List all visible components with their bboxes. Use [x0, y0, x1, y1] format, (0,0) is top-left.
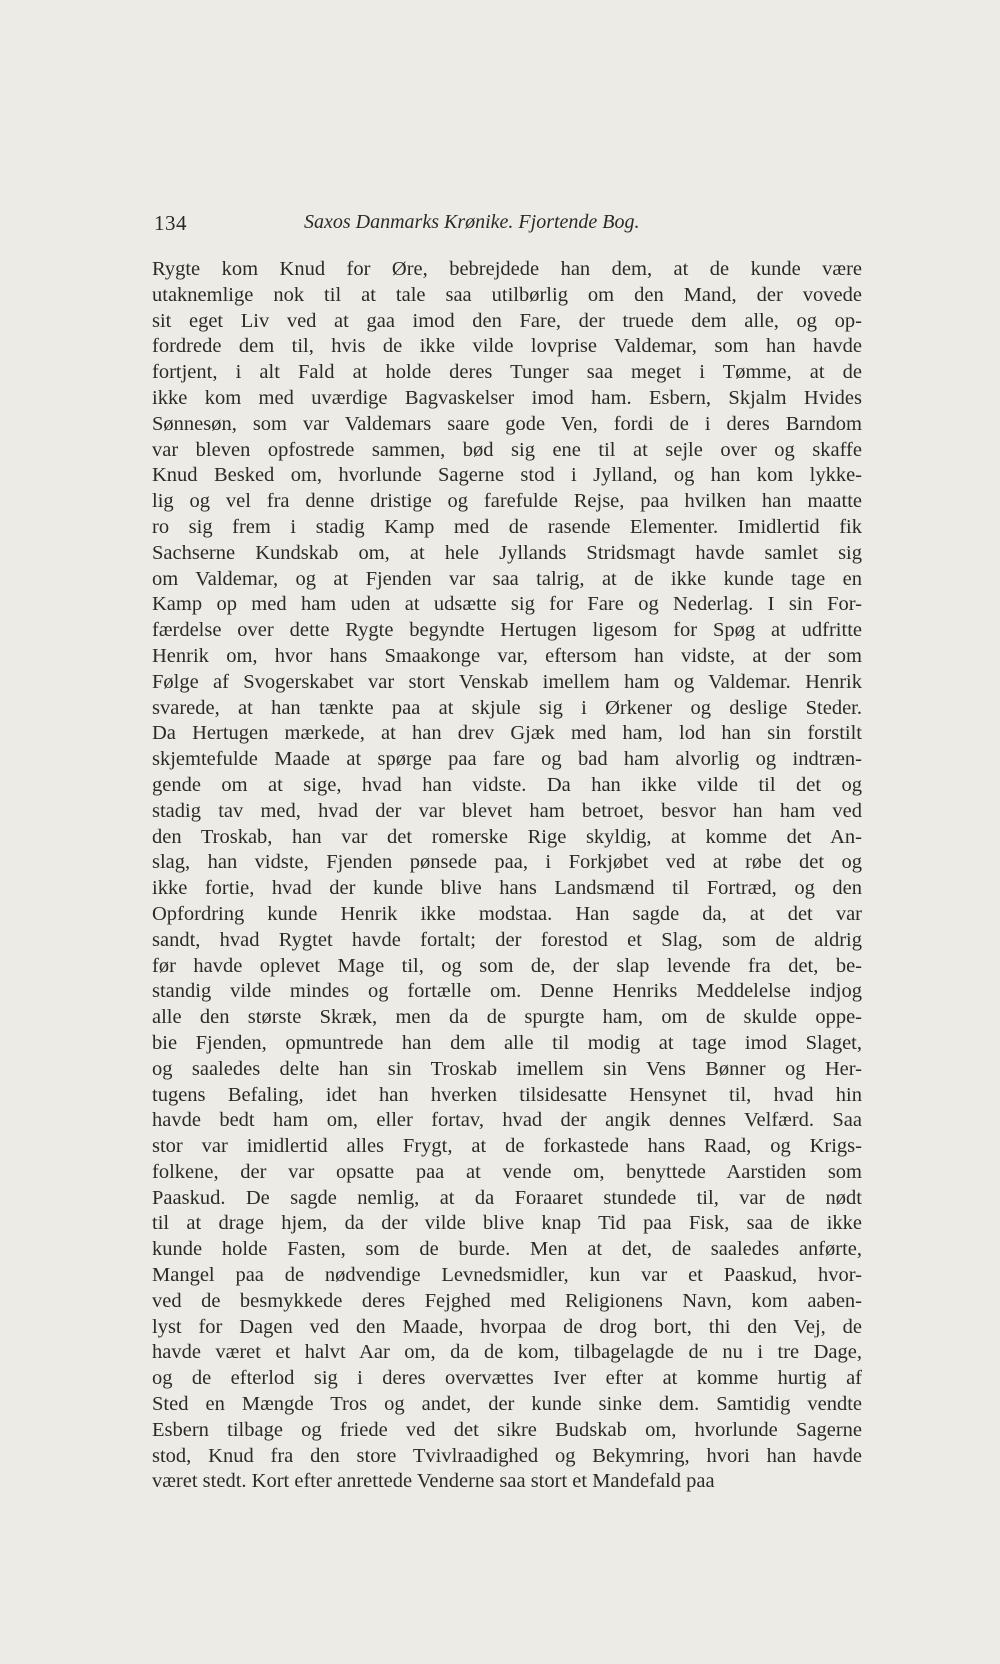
text-line: gende om at sige, hvad han vidste. Da han ikke vilde til det og: [152, 773, 862, 796]
text-line: Knud Besked om, hvorlunde Sagerne stod i Jylland, og han kom lykke-: [152, 464, 862, 487]
running-head: Saxos Danmarks Krønike. Fjortende Bog.: [304, 211, 640, 233]
text-line: og saaledes delte han sin Troskab imellem sin Vens Bønner og Her-: [152, 1057, 862, 1080]
text-line: færdelse over dette Rygte begyndte Hertugen ligesom for Spøg at udfritte: [152, 619, 862, 642]
text-line: bie Fjenden, opmuntrede han dem alle til modig at tage imod Slaget,: [152, 1031, 862, 1054]
text-line: fordrede dem til, hvis de ikke vilde lovprise Valdemar, som han havde: [152, 335, 862, 358]
text-line: standig vilde mindes og fortælle om. Denne Henriks Meddelelse indjog: [152, 980, 862, 1003]
text-line: lyst for Dagen ved den Maade, hvorpaa de drog bort, thi den Vej, de: [152, 1315, 862, 1338]
text-line: Sted en Mængde Tros og andet, der kunde sinke dem. Samtidig vendte: [152, 1393, 862, 1416]
text-line: Mangel paa de nødvendige Levnedsmidler, kun var et Paaskud, hvor-: [152, 1264, 862, 1287]
page-header: [154, 211, 716, 235]
text-line: den Troskab, han var det romerske Rige skyldig, at komme det An-: [152, 825, 862, 848]
text-line: svarede, at han tænkte paa at skjule sig i Ørkener og deslige Steder.: [152, 696, 862, 719]
text-line: til at drage hjem, da der vilde blive knap Tid paa Fisk, saa de ikke: [152, 1212, 862, 1235]
text-line: før havde oplevet Mage til, og som de, der slap levende fra det, be-: [152, 954, 862, 977]
text-line: havde bedt ham om, eller fortav, hvad der angik dennes Velfærd. Saa: [152, 1109, 862, 1132]
text-line: ikke fortie, hvad der kunde blive hans Landsmænd til Fortræd, og den: [152, 877, 862, 900]
text-line: Kamp op med ham uden at udsætte sig for Fare og Nederlag. I sin For-: [152, 593, 862, 616]
text-line: tugens Befaling, idet han hverken tilsidesatte Hensynet til, hvad hin: [152, 1083, 862, 1106]
text-line: Rygte kom Knud for Øre, bebrejdede han dem, at de kunde være: [152, 258, 862, 280]
text-line: fortjent, i alt Fald at holde deres Tunger saa meget i Tømme, at de: [152, 361, 862, 384]
text-line: stod, Knud fra den store Tvivlraadighed og Bekymring, hvori han havde: [152, 1444, 862, 1467]
text-line: stadig tav med, hvad der var blevet ham betroet, besvor han ham ved: [152, 799, 862, 822]
text-line: Følge af Svogerskabet var stort Venskab imellem ham og Valdemar. Henrik: [152, 670, 862, 693]
text-line: havde været et halvt Aar om, da de kom, tilbagelagde de nu i tre Dage,: [152, 1341, 862, 1364]
text-line: stor var imidlertid alles Frygt, at de forkastede hans Raad, og Krigs-: [152, 1135, 862, 1158]
text-line: kunde holde Fasten, som de burde. Men at det, de saaledes anførte,: [152, 1238, 862, 1261]
text-line: utaknemlige nok til at tale saa utilbørlig om den Mand, der vovede: [152, 283, 862, 306]
text-line: Sachserne Kundskab om, at hele Jyllands Stridsmagt havde samlet sig: [152, 541, 862, 564]
text-line: alle den største Skræk, men da de spurgte ham, om de skulde oppe-: [152, 1006, 862, 1029]
text-line: og de efterlod sig i deres overvættes Iver efter at komme hurtig af: [152, 1367, 862, 1390]
text-line: Opfordring kunde Henrik ikke modstaa. Han sagde da, at det var: [152, 902, 862, 925]
text-line: ved de besmykkede deres Fejghed med Religionens Navn, kom aaben-: [152, 1289, 862, 1312]
text-line: var bleven opfostrede sammen, bød sig ene til at sejle over og skaffe: [152, 438, 862, 461]
text-line: Henrik om, hvor hans Smaakonge var, eftersom han vidste, at der som: [152, 644, 862, 667]
text-line: sit eget Liv ved at gaa imod den Fare, der truede dem alle, og op-: [152, 309, 862, 332]
text-line: sandt, hvad Rygtet havde fortalt; der forestod et Slag, som de aldrig: [152, 928, 862, 951]
text-line: været stedt. Kort efter anrettede Venderne saa stort et Mandefald paa: [152, 1470, 715, 1493]
text-line: Sønnesøn, som var Valdemars saare gode Ven, fordi de i deres Barndom: [152, 412, 862, 435]
text-line: Paaskud. De sagde nemlig, at da Foraaret stundede til, var de nødt: [152, 1186, 862, 1209]
text-line: Esbern tilbage og friede ved det sikre Budskab om, hvorlunde Sagerne: [152, 1418, 862, 1441]
text-line: skjemtefulde Maade at spørge paa fare og bad ham alvorlig og indtræn-: [152, 748, 862, 771]
text-line: slag, han vidste, Fjenden pønsede paa, i Forkjøbet ved at røbe det og: [152, 851, 862, 874]
text-line: om Valdemar, og at Fjenden var saa talrig, at de ikke kunde tage en: [152, 567, 862, 590]
text-line: ro sig frem i stadig Kamp med de rasende Elementer. Imidlertid fik: [152, 515, 862, 538]
body-text: [152, 257, 862, 1495]
page-number: 134: [154, 211, 187, 235]
text-line: Da Hertugen mærkede, at han drev Gjæk med ham, lod han sin forstilt: [152, 722, 862, 745]
text-line: ikke kom med uværdige Bagvaskelser imod ham. Esbern, Skjalm Hvides: [152, 386, 862, 409]
text-line: folkene, der var opsatte paa at vende om, benyttede Aarstiden som: [152, 1160, 862, 1183]
text-line: lig og vel fra denne dristige og farefulde Rejse, paa hvilken han maatte: [152, 490, 862, 513]
